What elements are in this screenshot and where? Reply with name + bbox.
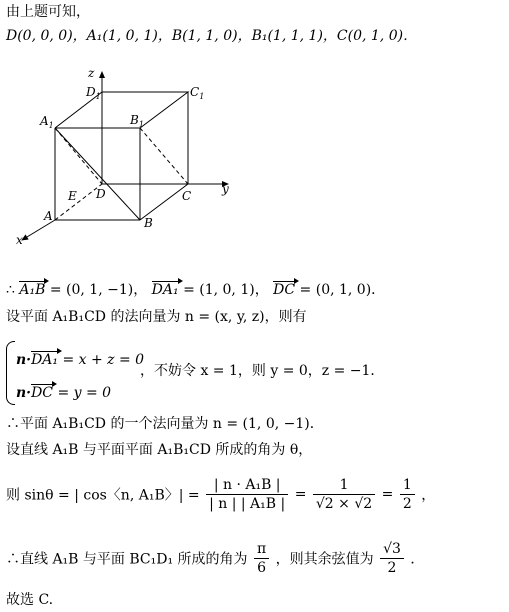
fraction-sqrt3-over-2: $\frac{√3}{2}$ bbox=[380, 540, 404, 577]
system-eq2: n·DC = y = 0 bbox=[16, 385, 112, 401]
label-C1: $C_1$ bbox=[190, 85, 205, 101]
conclusion-line: ∴直线 A₁B 与平面 BC₁D₁ 所成的角为 $\frac{\pi}{6}$ ，则其余弦值为 $\frac{√3}{2}$ ． bbox=[6, 541, 425, 576]
vector-A1B: A₁B bbox=[19, 282, 46, 298]
label-B1: $B_1$ bbox=[130, 113, 144, 129]
label-E: E bbox=[68, 189, 77, 203]
label-C: C bbox=[182, 189, 192, 203]
fraction-half: $\frac{1}{2}$ bbox=[400, 476, 415, 513]
label-y: y bbox=[222, 182, 229, 196]
normal-intro: 设平面 A₁B₁CD 的法向量为 n = (x, y, z)，则有 bbox=[6, 309, 307, 325]
edge-B-C bbox=[140, 184, 188, 220]
x-axis bbox=[22, 220, 55, 240]
answer-text: 故选 C. bbox=[6, 592, 54, 608]
segment-A1-B bbox=[55, 128, 140, 220]
fraction-value: $\frac{1}{√2 \times √2}$ bbox=[313, 476, 375, 513]
fraction-cos: $\frac{\text{| n · A₁B |}}{\text{| n | | A₁B |}}$ bbox=[206, 476, 288, 513]
edge-B1-C bbox=[140, 128, 188, 184]
label-B: B bbox=[144, 216, 153, 230]
label-x: x bbox=[16, 233, 23, 247]
coordinates-text: D(0, 0, 0)，A₁(1, 0, 1)，B(1, 1, 0)，B₁(1, 1, 1)，C(0, 1, 0)． bbox=[6, 28, 418, 44]
label-A1: $A_1$ bbox=[40, 114, 54, 130]
vector-DA1: DA₁ bbox=[151, 282, 179, 298]
system-aside: ，不妨令 x = 1，则 y = 0，z = −1． bbox=[140, 363, 385, 379]
label-D1: $D_1$ bbox=[86, 85, 101, 101]
angle-intro: 设直线 A₁B 与平面平面 A₁B₁CD 所成的角为 θ， bbox=[6, 442, 313, 458]
label-D: D bbox=[96, 187, 106, 201]
label-A: A bbox=[44, 209, 53, 223]
fraction-pi-over-6: $\frac{\pi}{6}$ bbox=[254, 540, 269, 577]
normal-result: ∴平面 A₁B₁CD 的一个法向量为 n = (1, 0, −1)． bbox=[6, 416, 324, 432]
intro-text: 由上题可知， bbox=[6, 4, 90, 20]
system-brace bbox=[6, 341, 15, 405]
system-eq1: n·DA₁ = x + z = 0 bbox=[16, 352, 145, 368]
vector-DC: DC bbox=[273, 282, 296, 298]
top-face bbox=[55, 92, 188, 128]
label-z: z bbox=[88, 66, 95, 80]
segment-A1-D bbox=[55, 128, 102, 184]
sine-formula: 则 sinθ = | cos〈n, A₁B〉| = $\frac{\text{| n · A₁B |}}{\text{| n | | A₁B |}}$ = $\frac{1}{√2 \times √2}$ = $\frac{1}{2}$ ， bbox=[6, 477, 436, 512]
vectors-line: ∴ A₁B = (0, 1, −1)， DA₁ = (1, 0, 1)， DC = (0, 1, 0)． bbox=[6, 282, 386, 298]
cube-figure bbox=[0, 62, 240, 252]
edge-A-D bbox=[55, 184, 102, 220]
